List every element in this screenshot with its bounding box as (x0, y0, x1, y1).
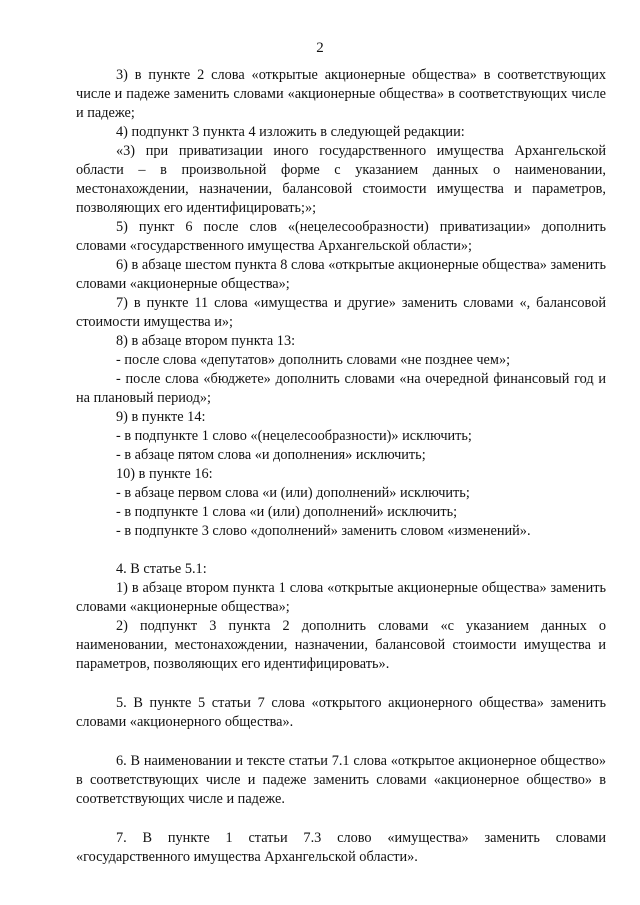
paragraph: 4) подпункт 3 пункта 4 изложить в следующей редакции: (116, 124, 465, 140)
paragraph: 1) в абзаце втором пункта 1 слова «открытые акционерные общества» заменить словами «акционерные общества»; (76, 580, 606, 615)
paragraph: «3) при приватизации иного государственного имущества Архангельской области – в произвольной форме с указанием данных о наименовании, местонахождении, назначении, балансовой стоимости имущества и параметров, позволяющих его идентифицировать;»; (76, 143, 606, 216)
paragraph: - в подпункте 1 слово «(нецелесообразности)» исключить; (116, 428, 472, 444)
section-heading: 4. В статье 5.1: (116, 561, 207, 577)
paragraph: - в абзаце первом слова «и (или) дополнений» исключить; (116, 485, 470, 501)
paragraph: - в абзаце пятом слова «и дополнения» исключить; (116, 447, 426, 463)
paragraph: 7) в пункте 11 слова «имущества и другие» заменить словами «, балансовой стоимости имущества и»; (76, 295, 606, 330)
paragraph: 6. В наименовании и тексте статьи 7.1 слова «открытое акционерное общество» в соответствующих числе и падеже заменить словами «акционерное общество» в соответствующих числе и падеже. (76, 753, 606, 807)
paragraph: - в подпункте 3 слово «дополнений» заменить словом «изменений». (116, 523, 531, 539)
page-number: 2 (316, 40, 324, 56)
paragraph: 2) подпункт 3 пункта 2 дополнить словами «с указанием данных о наименовании, местонахождении, назначении, балансовой стоимости имущества и параметров, позволяющих его идентифицировать». (76, 618, 606, 672)
paragraph: - в подпункте 1 слова «и (или) дополнений» исключить; (116, 504, 458, 520)
paragraph: 9) в пункте 14: (116, 409, 206, 425)
document-body (76, 66, 606, 867)
paragraph: 5. В пункте 5 статьи 7 слова «открытого акционерного общества» заменить словами «акционерного общества». (76, 695, 606, 730)
paragraph: 6) в абзаце шестом пункта 8 слова «открытые акционерные общества» заменить словами «акционерные общества»; (76, 257, 606, 292)
paragraph: 5) пункт 6 после слов «(нецелесообразности) приватизации» дополнить словами «государственного имущества Архангельской области»; (76, 219, 606, 254)
paragraph: 3) в пункте 2 слова «открытые акционерные общества» в соответствующих числе и падеже заменить словами «акционерные общества» в соответствующих числе и падеже; (76, 67, 606, 121)
paragraph: 10) в пункте 16: (116, 466, 213, 482)
paragraph: 8) в абзаце втором пункта 13: (116, 333, 296, 349)
paragraph: 7. В пункте 1 статьи 7.3 слово «имущества» заменить словами «государственного имущества Архангельской области». (76, 830, 606, 865)
paragraph: - после слова «бюджете» дополнить словами «на очередной финансовый год и на плановый период»; (76, 371, 606, 406)
paragraph: - после слова «депутатов» дополнить словами «не позднее чем»; (116, 352, 511, 368)
